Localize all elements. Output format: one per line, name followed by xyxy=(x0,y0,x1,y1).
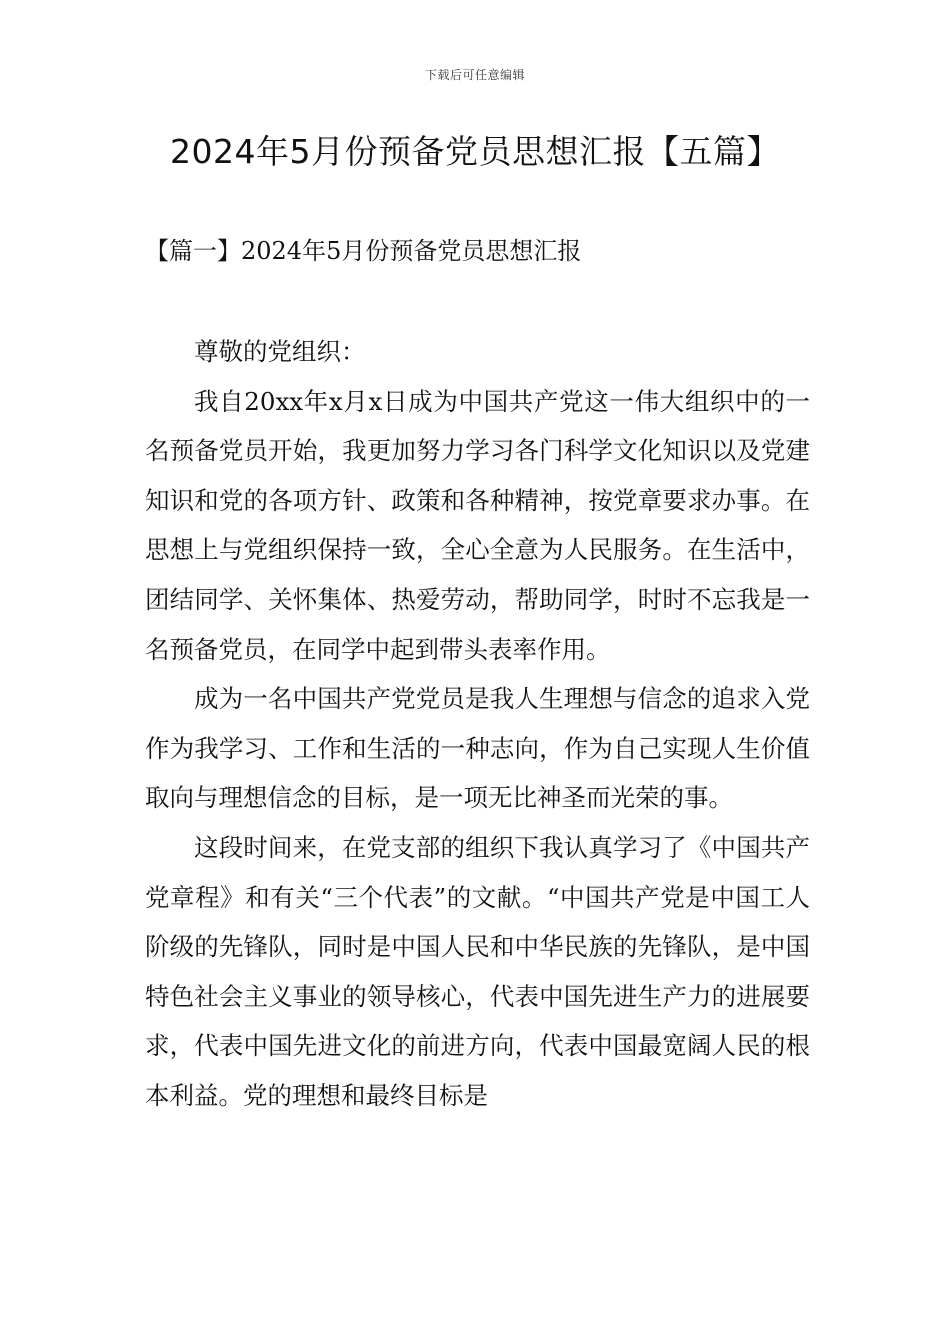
salutation: 尊敬的党组织： xyxy=(194,337,366,366)
section-heading: 【篇一】2024年5月份预备党员思想汇报 xyxy=(145,237,582,265)
header-note: 下载后可任意编辑 xyxy=(424,68,525,82)
paragraph-3: 这段时间来，在党支部的组织下我认真学习了《中国共产党章程》和有关“三个代表”的文献。“中国共产党是中国工人阶级的先锋队，同时是中国人民和中华民族的先锋队，是中国特色社会主义事业的领导核心，代表中国先进生产力的进展要求，代表中国先进文化的前进方向，代表中国最宽阔人民的根本利益。党的理想和最终目标是 xyxy=(145,832,810,1110)
document-body xyxy=(145,327,810,1121)
document-title: 2024年5月份预备党员思想汇报【五篇】 xyxy=(170,132,780,171)
paragraph-2: 成为一名中国共产党党员是我人生理想与信念的追求入党作为我学习、工作和生活的一种志向，作为自己实现人生价值取向与理想信念的目标，是一项无比神圣而光荣的事。 xyxy=(145,684,810,813)
paragraph-1: 我自20xx年x月x日成为中国共产党这一伟大组织中的一名预备党员开始，我更加努力学习各门科学文化知识以及党建知识和党的各项方针、政策和各种精神，按党章要求办事。在思想上与党组织保持一致，全心全意为人民服务。在生活中，团结同学、关怀集体、热爱劳动，帮助同学，时时不忘我是一名预备党员，在同学中起到带头表率作用。 xyxy=(145,386,810,664)
